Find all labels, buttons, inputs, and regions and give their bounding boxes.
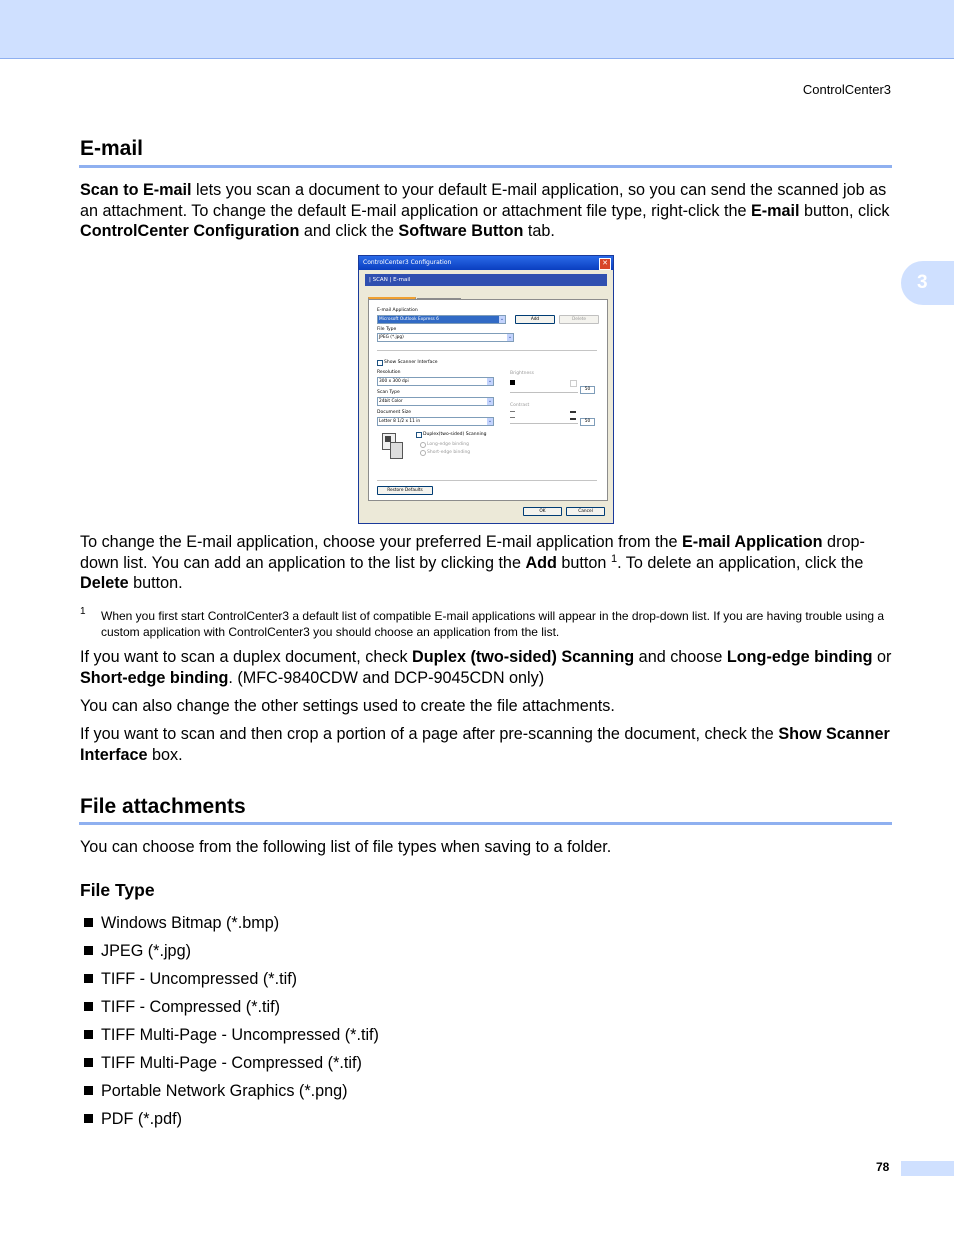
close-icon: ✕ (599, 258, 611, 270)
list-item-text: TIFF Multi-Page - Compressed (*.tif) (101, 1054, 362, 1072)
bullet-icon (84, 1002, 93, 1011)
list-item-text: JPEG (*.jpg) (101, 942, 191, 960)
duplex-checkbox (416, 432, 422, 438)
chapter-number: 3 (917, 272, 928, 293)
bold-term: Show Scanner Interface (80, 725, 890, 764)
section-title-email: E-mail (80, 137, 144, 160)
config-dialog-screenshot (358, 255, 614, 524)
dialog-tabs (368, 289, 462, 299)
doc-size-combo (377, 417, 494, 426)
bullet-icon (84, 918, 93, 927)
contrast-slider (510, 423, 578, 424)
bold-term: Delete (80, 574, 129, 593)
bold-term: E-mail Application (681, 533, 823, 551)
resolution-combo (377, 377, 494, 386)
text-run: or (872, 648, 892, 666)
contrast-low-icon (510, 411, 515, 418)
section-title-attachments: File attachments (80, 795, 246, 818)
list-item (84, 909, 379, 937)
text-run: If you want to scan a duplex document, check (80, 648, 413, 666)
bold-term: E-mail (750, 201, 800, 220)
text-run: tab. (523, 222, 555, 241)
brightness-label: Brightness (510, 371, 534, 376)
restore-defaults-button: Restore Defaults (377, 486, 433, 495)
text-run: button. (128, 574, 183, 593)
scanner-interface-paragraph (80, 724, 892, 765)
bold-term: Scan to E-mail (80, 181, 192, 199)
email-app-paragraph (80, 532, 892, 594)
settings-paragraph (80, 696, 892, 717)
resolution-value: 300 x 300 dpi (379, 379, 409, 384)
brightness-high-icon (570, 380, 577, 387)
text-run: lets you scan a document to your default E-mail application, so you can send the scanned job as an attachment. To change the default E-mail application or attachment file type, right-click the (80, 181, 887, 220)
text-run: If you want to scan and then crop a portion of a page after pre-scanning the document, check the (80, 725, 779, 743)
list-item-text: TIFF - Compressed (*.tif) (101, 998, 280, 1016)
bullet-icon (84, 1086, 93, 1095)
dialog-title: ControlCenter3 Configuration (363, 259, 452, 266)
email-intro-paragraph (80, 180, 892, 242)
section-rule (79, 165, 892, 168)
text-run: . (MFC-9840CDW and DCP-9045CDN only) (228, 668, 545, 687)
duplex-illustration-icon (382, 433, 404, 459)
email-app-combo (377, 315, 506, 324)
file-type-combo (377, 333, 514, 342)
footnote-number: 1 (80, 606, 86, 617)
list-item (84, 965, 379, 993)
bullet-icon (84, 1030, 93, 1039)
attachments-intro: You can choose from the following list of file types when saving to a folder. (80, 838, 612, 856)
chevron-down-icon: ⌄ (499, 316, 505, 322)
list-item-text: Portable Network Graphics (*.png) (101, 1082, 348, 1100)
list-item (84, 1021, 379, 1049)
long-edge-radio (420, 442, 426, 448)
file-type-label: File Type (377, 327, 397, 332)
bold-term: Duplex (two-sided) Scanning (412, 648, 635, 666)
show-scanner-label: Show Scanner Interface (384, 360, 438, 365)
text-run: button (556, 553, 611, 572)
chevron-down-icon: ⌄ (487, 398, 493, 404)
show-scanner-checkbox (377, 360, 383, 366)
bullet-icon (84, 974, 93, 983)
header-band (0, 0, 954, 59)
text-run: You can also change the other settings used to create the file attachments. (80, 697, 615, 715)
dialog-panel (368, 299, 608, 501)
short-edge-radio (420, 450, 426, 456)
chevron-down-icon: ⌄ (487, 418, 493, 424)
doc-size-value: Letter 8 1/2 x 11 in (379, 419, 421, 424)
list-item (84, 1049, 379, 1077)
page-number-bar (901, 1161, 954, 1176)
list-item-text: TIFF Multi-Page - Uncompressed (*.tif) (101, 1026, 379, 1044)
scan-type-label: Scan Type (377, 390, 400, 395)
ok-button: OK (523, 507, 562, 516)
footnote-ref: 1 (610, 552, 618, 565)
contrast-high-icon (570, 411, 576, 420)
list-item-text: TIFF - Uncompressed (*.tif) (101, 970, 298, 988)
bold-term: Long-edge binding (726, 648, 873, 666)
chevron-down-icon: ⌄ (487, 378, 493, 384)
brightness-slider (510, 392, 578, 393)
bold-term: ControlCenter Configuration (80, 222, 300, 241)
cancel-button: Cancel (566, 507, 605, 516)
list-item-text: PDF (*.pdf) (101, 1110, 182, 1128)
bold-term: Short-edge binding (80, 668, 229, 687)
text-run: and choose (634, 648, 727, 666)
add-button: Add (515, 315, 555, 324)
duplex-paragraph (80, 647, 892, 688)
text-run: and click the (299, 222, 399, 241)
list-item-text: Windows Bitmap (*.bmp) (101, 914, 280, 932)
email-app-value: Microsoft Outlook Express 6 (379, 317, 439, 322)
scan-type-combo (377, 397, 494, 406)
list-item (84, 1105, 379, 1133)
contrast-value: 50 (580, 418, 595, 426)
list-item (84, 993, 379, 1021)
section-rule (79, 822, 892, 825)
contrast-label: Contrast (510, 403, 530, 408)
file-type-value: JPEG (*.jpg) (379, 335, 404, 340)
brightness-value: 50 (580, 386, 595, 394)
list-item (84, 1077, 379, 1105)
chapter-tab (901, 261, 954, 305)
text-run: box. (147, 745, 183, 764)
doc-size-label: Document Size (377, 410, 411, 415)
bullet-icon (84, 1114, 93, 1123)
long-edge-label: Long-edge binding (427, 442, 469, 447)
file-type-list (84, 909, 379, 1133)
text-run: button, click (799, 201, 890, 220)
running-header: ControlCenter3 (802, 82, 891, 97)
list-item (84, 937, 379, 965)
file-type-heading: File Type (80, 880, 155, 900)
footnote-text: When you first start ControlCenter3 a default list of compatible E-mail applications will appear in the drop-down list. If you are having trouble using a custom application with ControlCenter3 you should choose an application from the list. (101, 609, 885, 639)
bold-term: Software Button (398, 222, 524, 241)
divider (377, 480, 597, 481)
bold-term: Add (525, 553, 557, 572)
text-run: . To delete an application, click the (617, 553, 864, 572)
dialog-titlebar (359, 256, 613, 270)
brightness-icon (510, 380, 515, 385)
delete-button: Delete (559, 315, 599, 324)
text-run: To change the E-mail application, choose your preferred E-mail application from the (80, 533, 682, 551)
text-run: drop-down list. You can add an application to the list by clicking the (80, 533, 865, 572)
duplex-label: Duplex(two-sided) Scanning (423, 432, 487, 437)
chevron-down-icon: ⌄ (507, 334, 513, 340)
email-app-label: E-mail Application (377, 308, 418, 313)
scan-type-value: 24bit Color (379, 399, 403, 404)
bullet-icon (84, 946, 93, 955)
dialog-breadcrumb: | SCAN | E-mail (365, 274, 607, 286)
divider (377, 350, 597, 351)
bullet-icon (84, 1058, 93, 1067)
page-number: 78 (876, 1160, 890, 1174)
resolution-label: Resolution (377, 370, 401, 375)
short-edge-label: Short-edge binding (427, 450, 471, 455)
